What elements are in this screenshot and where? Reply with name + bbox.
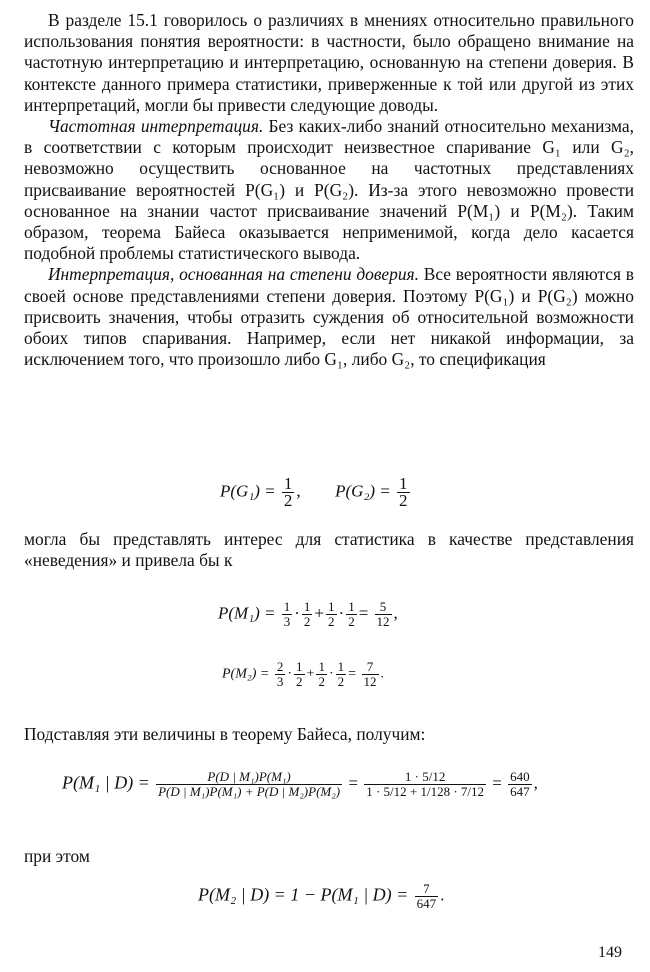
- frac: $\frac{1}{2}$: [348, 599, 355, 629]
- paragraph-2: [24, 116, 634, 264]
- text-block-4: [24, 846, 634, 867]
- fraction-half-1: [282, 476, 295, 509]
- eq3-lhs: P(M₂) =: [222, 666, 270, 682]
- frac-den: 2: [399, 491, 408, 510]
- frac-num: 5: [375, 600, 392, 615]
- paragraph-1: В разделе 15.1 говорилось о различиях в мнениях относительно правильного использования понятия вероятности: в частности, было обращено внимание на частотную интерпретацию и интерпретацию, основанную на степени доверия. В контексте данного примера статистики, приверженные к той или другой из этих интерпретаций, могли бы привести следующие доводы.: [24, 10, 634, 115]
- frac: $\frac{1}{2}$: [318, 659, 325, 689]
- eq2-result: [375, 600, 392, 629]
- paragraph-5: Подставляя эти величины в теорему Байеса, получим:: [24, 724, 426, 744]
- frac: $\frac{1}{2}$: [328, 599, 335, 629]
- paragraph-4: могла бы представлять интерес для статистика в качестве представления «неведения» и привела бы к: [24, 529, 634, 571]
- frac-num: 640: [510, 769, 530, 784]
- paragraph-3: [24, 264, 634, 370]
- frac-num: 1: [283, 474, 293, 493]
- equation-pm2: P(M₂) = $\frac{2}{3}$ · $\frac{1}{2}$ + $\frac{1}{2}$ · $\frac{1}{2}$ = $\frac{7}{12}$ .: [222, 659, 385, 689]
- equation-posterior: P(M₂ | D) = 1 − P(M₁ | D) = $\frac{7}{647}$ .: [198, 881, 445, 911]
- eq2-lhs: P(M₁) =: [218, 603, 276, 623]
- equation-bayes: P(M₁ | D) = $\frac{\text{P(D | M₁)P(M₁)}}{\text{P(D | M₁)P(M₁) + P(D | M₂)P(M₂)}}$ = $\frac{1 \cdot 5/12}{1 \cdot 5/12 + 1/128 \cdot 7/12}$ = $\frac{640}{647}$ ,: [62, 769, 538, 799]
- eq1-left: P(G₁) =: [220, 481, 276, 501]
- bayes-final: [508, 770, 532, 799]
- frac-num: 1: [399, 474, 408, 493]
- eq1-right: P(G₂) =: [335, 481, 391, 501]
- fraction-half-2: [397, 476, 410, 509]
- frac-den: 647: [416, 896, 437, 911]
- eq3-result: [362, 660, 379, 689]
- last-lhs: P(M₂ | D) = 1 − P(M₁ | D) =: [198, 884, 409, 905]
- bayes-numerator: P(D | M₁)P(M₁): [156, 770, 342, 785]
- frac: $\frac{1}{3}$: [283, 599, 291, 629]
- frac-den: 647: [510, 784, 530, 799]
- frac-den: 12: [376, 614, 390, 629]
- paragraph-6: при этом: [24, 846, 90, 866]
- text-block-2: [24, 529, 634, 571]
- frac: $\frac{1}{2}$: [303, 599, 311, 629]
- frac: $\frac{2}{3}$: [276, 659, 284, 689]
- bayes-fraction: [156, 770, 342, 799]
- text-block-3: [24, 724, 634, 745]
- frac-den: 2: [283, 491, 293, 510]
- bayes-lhs: P(M₁ | D) =: [62, 772, 150, 793]
- paragraph-2-title: Частотная интерпретация.: [48, 116, 264, 137]
- frac: $\frac{1}{2}$: [337, 659, 345, 689]
- frac-num: 7: [362, 660, 379, 675]
- frac: $\frac{1}{2}$: [296, 659, 303, 689]
- last-fraction: [415, 882, 439, 911]
- paragraph-3-text: Все вероятности являются в своей основе представлениями степени доверия. Поэтому P(G₁) и P(G₂) можно присвоить значения, чтобы отразить суждения об относительной возможности обоих типов спаривания. Например, если нет никакой информации, за исключением того, что произошло либо G₁, либо G₂, то спецификация: [24, 264, 634, 370]
- frac-den: 12: [363, 674, 377, 689]
- page-body: [24, 10, 634, 370]
- paragraph-3-title: Интерпретация, основанная на степени доверия.: [48, 264, 419, 285]
- bayes-denominator: P(D | M₁)P(M₁) + P(D | M₂)P(M₂): [158, 784, 341, 799]
- bayes-numeric-fraction: $\frac{1 \cdot 5/12}{1 \cdot 5/12 + 1/128 \cdot 7/12}$: [366, 769, 485, 799]
- frac-num: 7: [415, 882, 439, 897]
- page-number: 149: [598, 944, 622, 961]
- equation-pm1: P(M₁) = $\frac{1}{3}$ · $\frac{1}{2}$ + $\frac{1}{2}$ · $\frac{1}{2}$ = $\frac{5}{12}$ ,: [218, 599, 398, 629]
- equation-prior: P(G₁) = $\frac{1}{2}$ , P(G₂) = $\frac{1}{2}$: [220, 474, 408, 510]
- paragraph-2-text: Без каких-либо знаний относительно механизма, в соответствии с которым происходит неизвестное спаривание G₁ или G₂, невозможно осуществить основанное на частотных представлениях присваивание вероятностей P(G₁) и P(G₂). Из-за этого невозможно провести основанное на знании частот присваивание значений P(M₁) и P(M₂). Таким образом, теорема Байеса оказывается неприменимой, когда дело касается подобной проблемы статистического вывода.: [24, 116, 635, 264]
